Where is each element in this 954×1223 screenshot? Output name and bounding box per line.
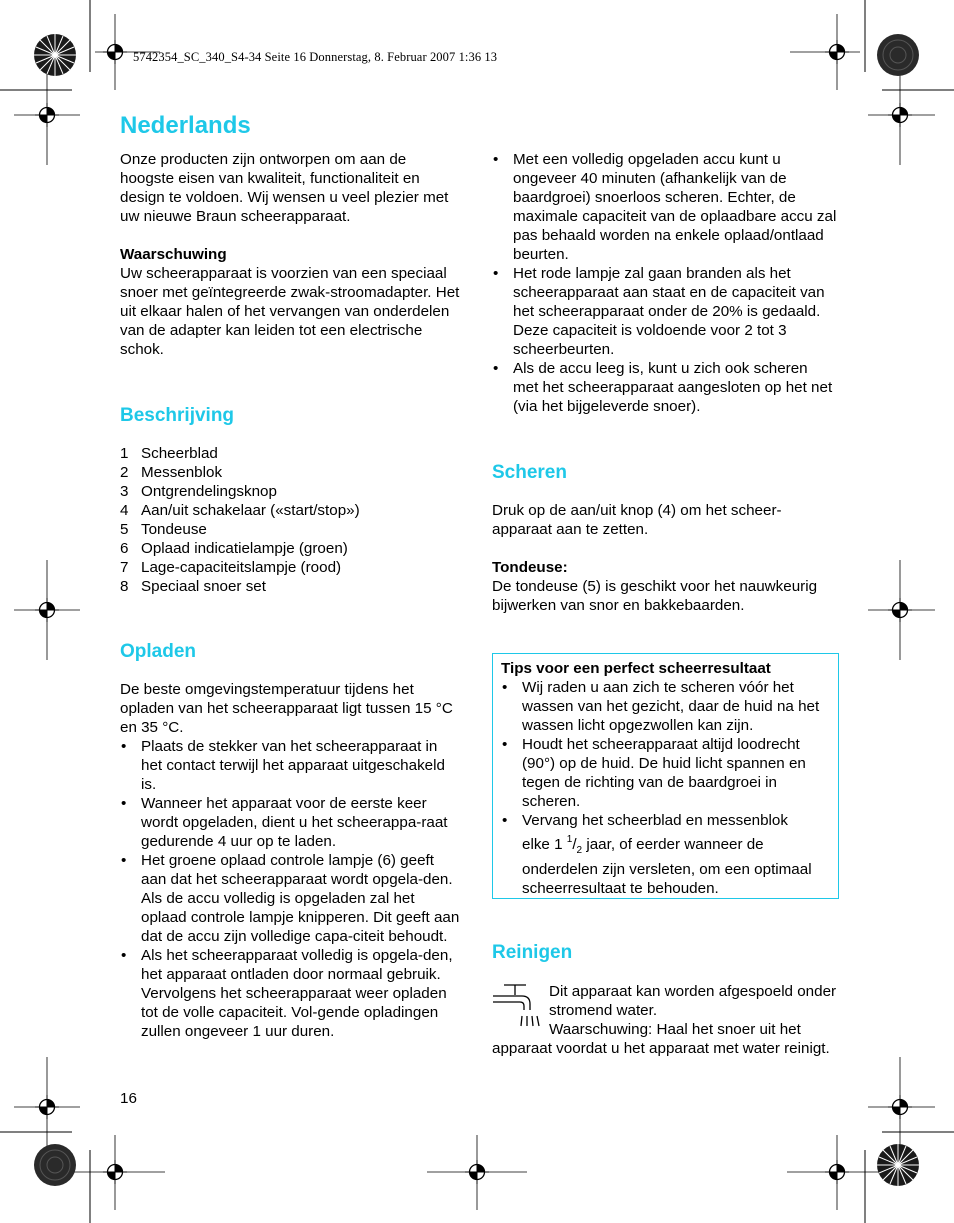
parts-list — [120, 444, 462, 596]
trimmer-heading: Tondeuse: — [492, 559, 568, 576]
charging-continued — [492, 150, 837, 416]
tips-bullet: • Vervang het scheerblad en messenblok elke 1 $^1/_2$ jaar, of eerder wanneer de onderdelen zijn versleten, om een optimaal scheerresultaat te behouden. — [501, 811, 830, 898]
shaving-section — [492, 501, 837, 615]
charging-bullet: • Met een volledig opgeladen accu kunt u ongeveer 40 minuten (afhankelijk van de baardgroei) snoerloos scheren. Echter, de maximale capaciteit van de oplaadbare accu zal pas behaald worden na enkele oplaad/ontlaad beurten. — [492, 150, 837, 264]
parts-list-item: 2 Messenblok — [120, 464, 223, 481]
warning-section — [120, 245, 462, 359]
intro-paragraph — [120, 150, 462, 226]
parts-list-item: 8 Speciaal snoer set — [120, 578, 266, 595]
charging-bullet: • Als het scheerapparaat volledig is opgela-den, het apparaat ontladen door normaal gebruik. Vervolgens het scheerapparaat weer opladen tot de volle capaciteit. Vol-gende opladingen zullen ongeveer 1 uur duren. — [120, 946, 462, 1041]
shaving-heading: Scheren — [492, 462, 567, 483]
charging-bullet: • Plaats de stekker van het scheerapparaat in het contact terwijl het apparaat uitgeschakeld is. — [120, 737, 462, 794]
charging-bullet: • Wanneer het apparaat voor de eerste keer wordt opgeladen, dient u het scheerappa-raat gedurende 4 uur op te laden. — [120, 794, 462, 851]
cleaning-text-1: Dit apparaat kan worden afgespoeld onder stromend water. — [549, 983, 837, 1019]
page-number: 16 — [120, 1090, 137, 1107]
description-heading: Beschrijving — [120, 405, 235, 426]
parts-list-item: 5 Tondeuse — [120, 521, 207, 538]
parts-list-item: 3 Ontgrendelingsknop — [120, 483, 277, 500]
cleaning-heading: Reinigen — [492, 942, 573, 963]
print-slug: 5742354_SC_340_S4-34 Seite 16 Donnerstag, 8. Februar 2007 1:36 13 — [133, 50, 498, 64]
warning-text: Uw scheerapparaat is voorzien van een speciaal snoer met geïntegreerde zwak-stroomadapter. Het uit elkaar halen of het vervangen van onderdelen van de adapter kan leiden tot een electrische schok. — [120, 265, 460, 358]
tips-heading: Tips voor een perfect scheerresultaat — [501, 660, 771, 677]
cleaning-text-2: Waarschuwing: Haal het snoer uit het apparaat voordat u het apparaat met water reinigt. — [492, 1021, 830, 1057]
charging-bullets — [120, 737, 462, 1041]
parts-list-item: 1 Scheerblad — [120, 445, 218, 462]
parts-list-item: 6 Oplaad indicatielampje (groen) — [120, 540, 348, 557]
charging-bullets-continued — [492, 150, 837, 416]
shaving-text: Druk op de aan/uit knop (4) om het scheer-apparaat aan te zetten. — [492, 502, 782, 538]
parts-list-item: 7 Lage-capaciteitslampje (rood) — [120, 559, 342, 576]
tips-bullets — [501, 678, 830, 898]
tips-bullet: • Wij raden u aan zich te scheren vóór het wassen van het gezicht, daar de huid na het wassen licht opgezwollen kan zijn. — [501, 678, 830, 735]
cleaning-section — [492, 982, 837, 1058]
page-title: Nederlands — [120, 112, 251, 139]
charging-heading: Opladen — [120, 641, 197, 662]
charging-bullet: • Het rode lampje zal gaan branden als het scheerapparaat aan staat en de capaciteit van het scheerapparaat onder de 20% is gedaald. Deze capaciteit is voldoende voor 2 tot 3 scheerbeurten. — [492, 264, 837, 359]
parts-list-item: 4 Aan/uit schakelaar («start/stop») — [120, 502, 360, 519]
trimmer-text: De tondeuse (5) is geschikt voor het nauwkeurig bijwerken van snor en bakkebaarden. — [492, 578, 818, 614]
tips-box — [492, 653, 839, 899]
charging-bullet: • Als de accu leeg is, kunt u zich ook scheren met het scheerapparaat aangesloten op het net (via het bijgeleverde snoer). — [492, 359, 837, 416]
warning-heading: Waarschuwing — [120, 246, 227, 263]
tips-bullet: • Houdt het scheerapparaat altijd loodrecht (90°) op de huid. De huid licht spannen en tegen de richting van de baardgroei in scheren. — [501, 735, 830, 811]
charging-intro: De beste omgevingstemperatuur tijdens het opladen van het scheerapparaat ligt tussen 15 °C en 35 °C. — [120, 681, 453, 736]
charging-section — [120, 680, 462, 1041]
intro-text: Onze producten zijn ontworpen om aan de hoogste eisen van kwaliteit, functionaliteit en design te voldoen. Wij wensen u veel plezier met uw nieuwe Braun scheerapparaat. — [120, 151, 449, 225]
charging-bullet: • Het groene oplaad controle lampje (6) geeft aan dat het scheerapparaat wordt opgela-den. Als de accu volledig is opgeladen zal het oplaad controle lampje knipperen. Dit geeft aan dat de accu zijn volledige capa-citeit behoudt. — [120, 851, 462, 946]
